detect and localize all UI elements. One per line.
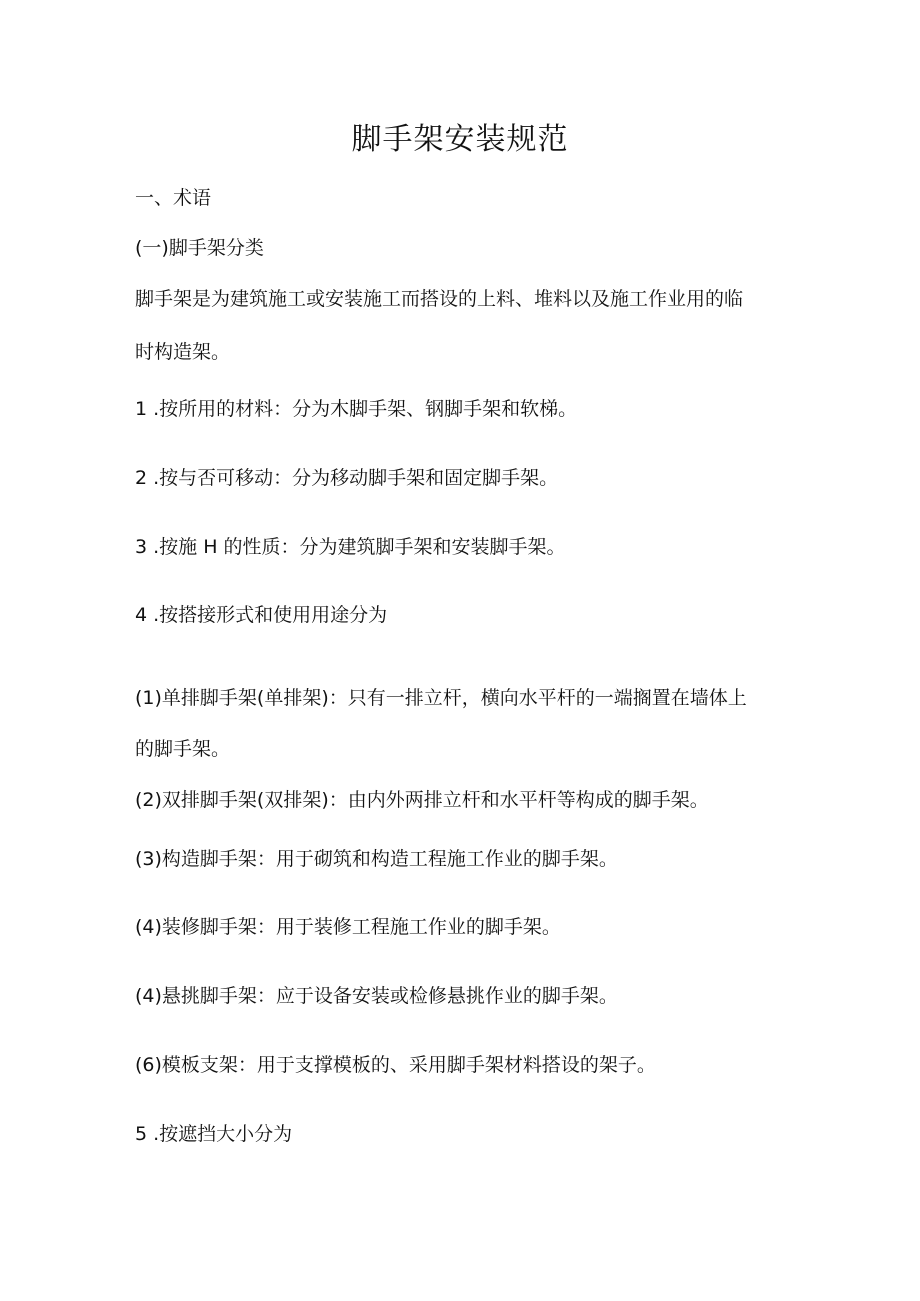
sub-item-1-line-1: (1)单排脚手架(单排架)：只有一排立杆，横向水平杆的一端搁置在墙体上 — [135, 687, 747, 709]
sub-item-4: (4)装修脚手架：用于装修工程施工作业的脚手架。 — [135, 916, 561, 938]
page-title: 脚手架安装规范 — [351, 122, 569, 157]
sub-item-3: (3)构造脚手架：用于砌筑和构造工程施工作业的脚手架。 — [135, 848, 618, 870]
intro-paragraph-line-1: 脚手架是为建筑施工或安装施工而搭设的上料、堆料以及施工作业用的临 — [135, 288, 744, 310]
sub-item-5: (4)悬挑脚手架：应于设备安装或检修悬挑作业的脚手架。 — [135, 985, 618, 1007]
list-item-3: 3 .按施 H 的性质：分为建筑脚手架和安装脚手架。 — [135, 536, 566, 558]
list-item-1: 1 .按所用的材料：分为木脚手架、钢脚手架和软梯。 — [135, 398, 578, 420]
intro-paragraph-line-2: 时构造架。 — [135, 341, 231, 363]
sub-item-6: (6)模板支架：用于支撑模板的、采用脚手架材料搭设的架子。 — [135, 1054, 656, 1076]
section-heading: 一、术语 — [135, 187, 212, 209]
list-item-5: 5 .按遮挡大小分为 — [135, 1123, 293, 1145]
list-item-4: 4 .按搭接形式和使用用途分为 — [135, 604, 388, 626]
subsection-heading: (一)脚手架分类 — [135, 237, 264, 259]
list-item-2: 2 .按与否可移动：分为移动脚手架和固定脚手架。 — [135, 467, 559, 489]
sub-item-1-line-2: 的脚手架。 — [135, 738, 231, 760]
sub-item-2: (2)双排脚手架(双排架)：由内外两排立杆和水平杆等构成的脚手架。 — [135, 789, 709, 811]
